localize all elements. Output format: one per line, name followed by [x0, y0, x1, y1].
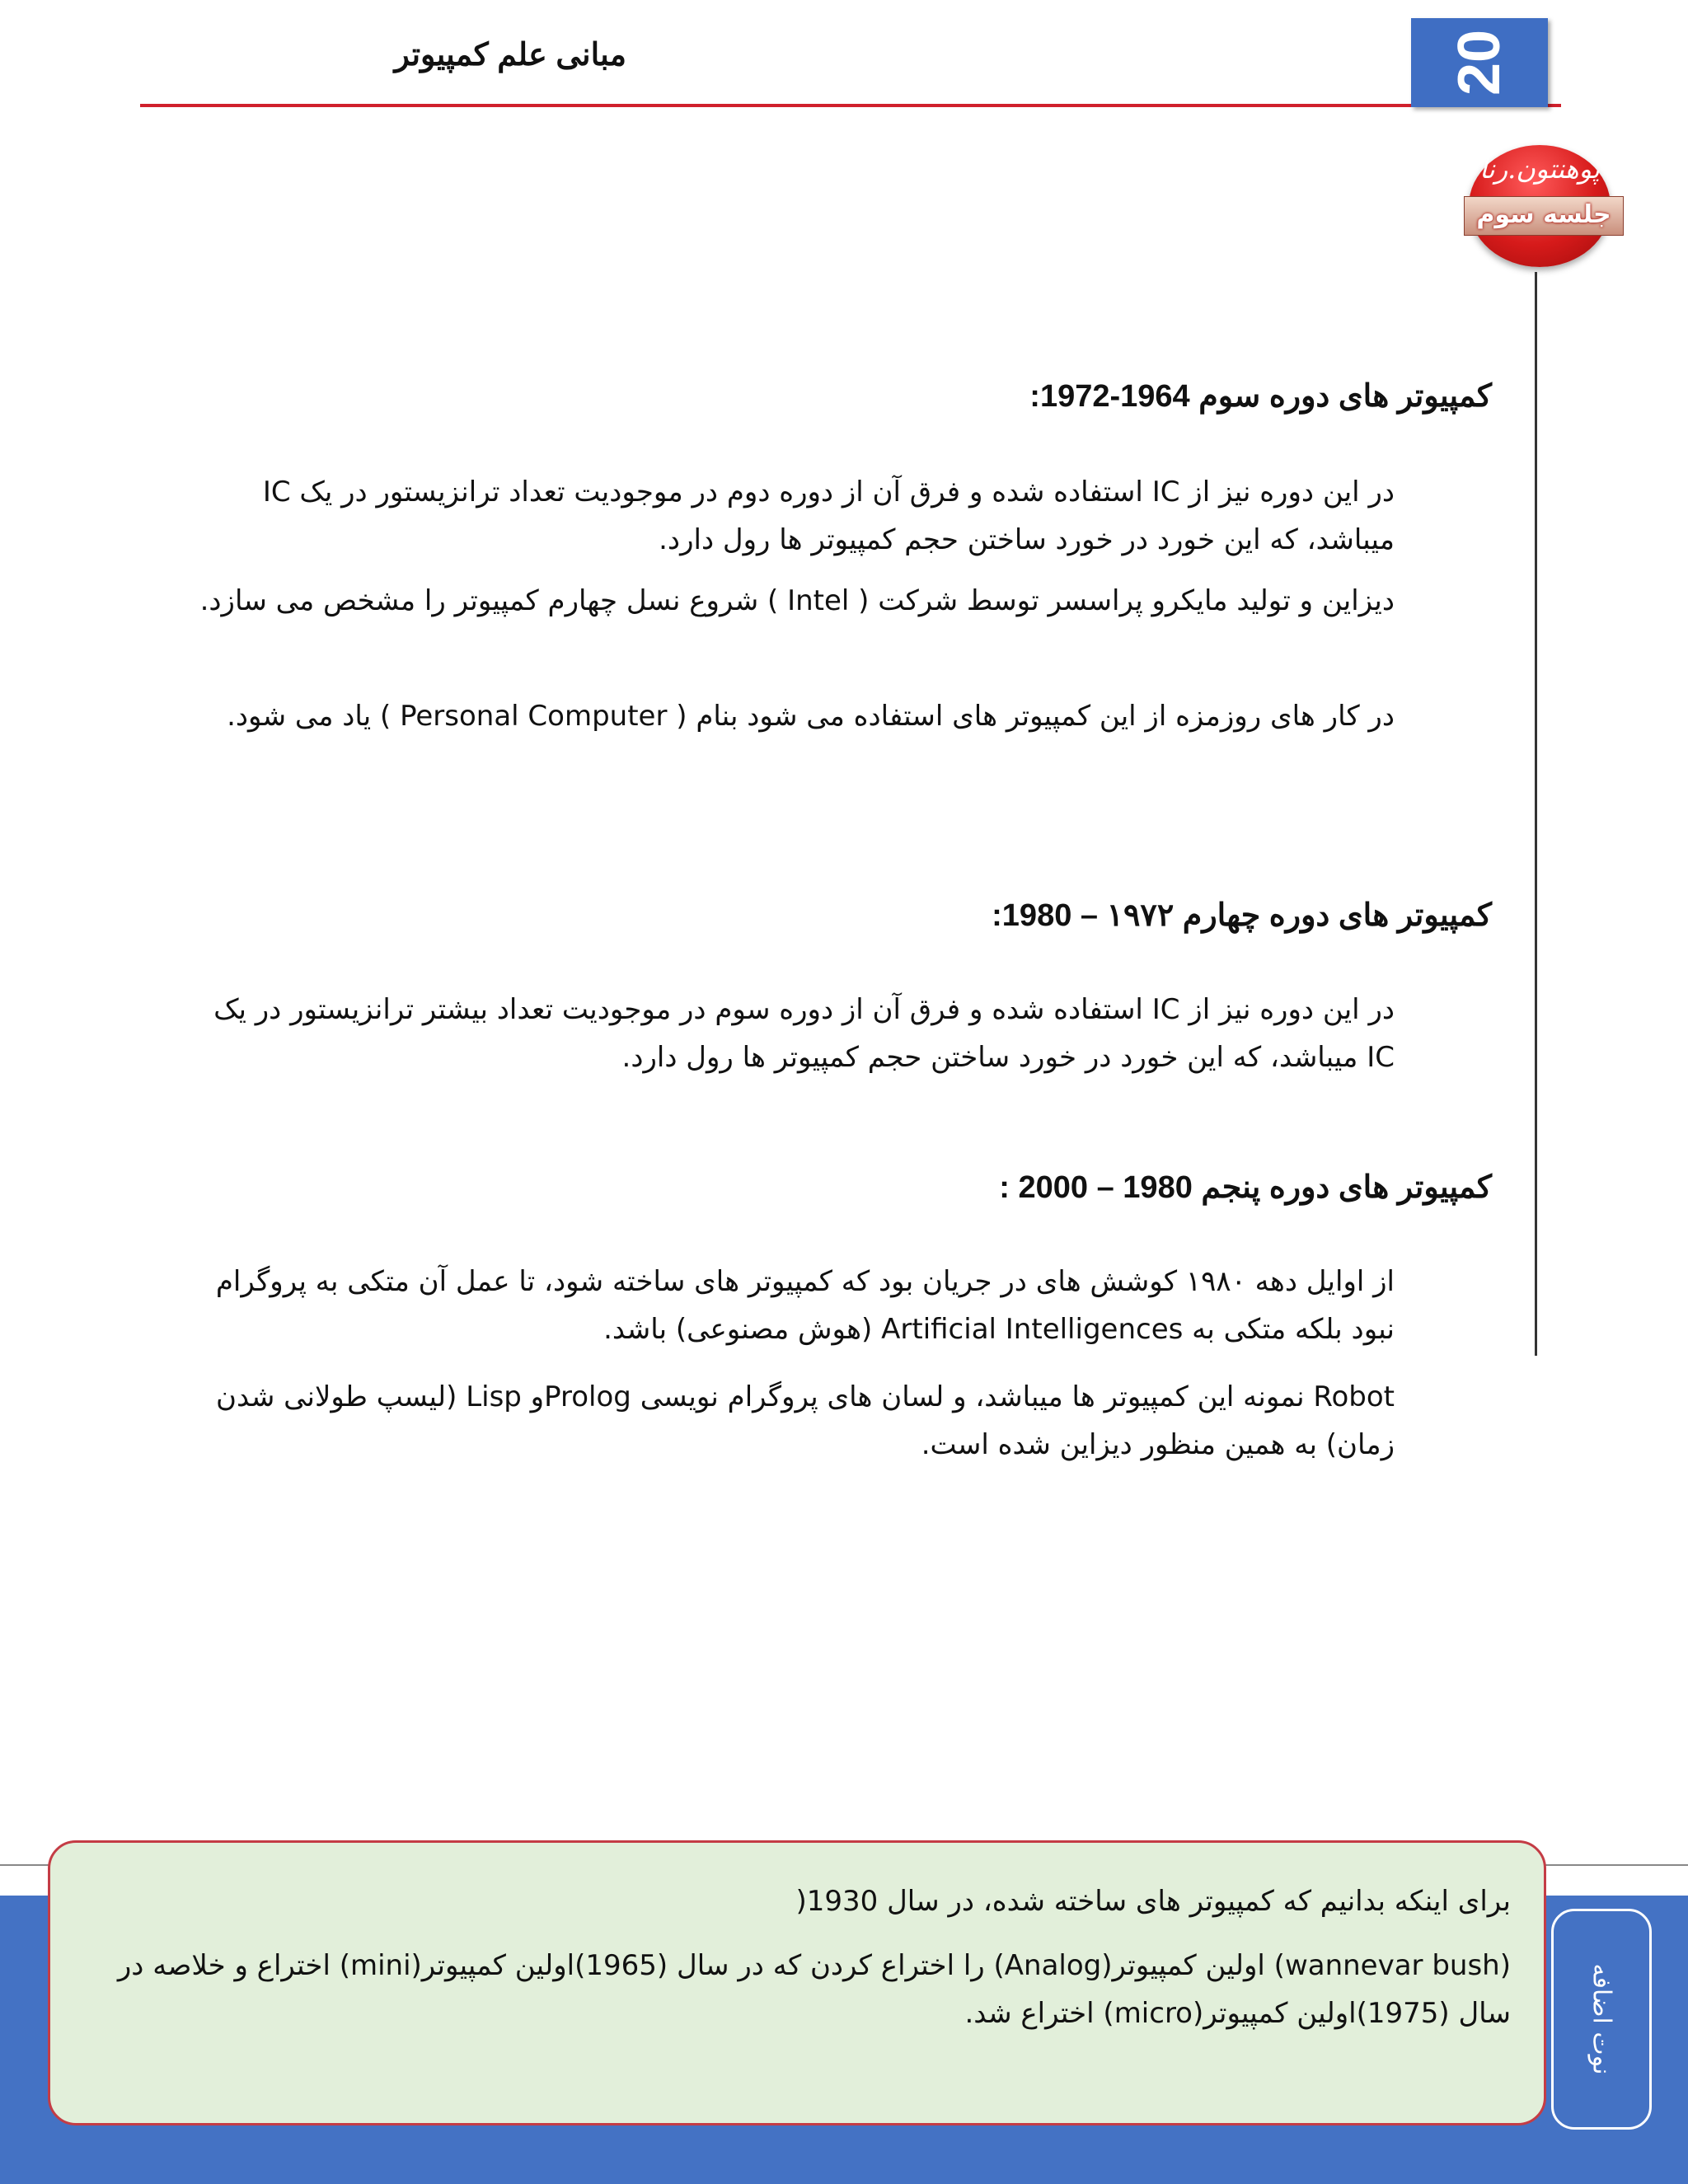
paragraph: در کار های روزمزه از این کمپیوتر های استفاده می شود بنام ( Personal Computer ) یاد می شود.: [227, 700, 1395, 733]
page-number-badge: [1411, 18, 1548, 107]
section-heading-fifth-generation: کمپیوتر های دوره پنجم 1980 – 2000 :: [999, 1170, 1492, 1205]
paragraph: Robot نمونه این کمپیوتر ها میباشد، و لسان های پروگرام نویسی Prologو Lisp (لیسپ طولانی شدن زمان) به همین منظور دیزاین شده است.: [216, 1380, 1395, 1461]
university-logo: [1469, 145, 1611, 267]
paragraph: دیزاین و تولید مایکرو پراسسر توسط شرکت ( Intel ) شروع نسل چهارم کمپیوتر را مشخص می سازد.: [199, 584, 1395, 617]
paragraph: از اوایل دهه ۱۹۸۰ کوشش های در جریان بود که کمپیوتر های ساخته شود، تا عمل آن متکی به پروگرام نبود بلکه متکی به Artificial Intelligences (هوش مصنوعی) باشد.: [215, 1265, 1395, 1346]
note-line: برای اینکه بدانیم که کمپیوتر های ساخته شده، در سال 1930(: [795, 1885, 1511, 1918]
logo-brand-text: پوهنتون.رنا: [1479, 153, 1600, 185]
document-title: مبانی علم کمپیوتر: [394, 38, 626, 73]
logo-session-text: جلسه سوم: [1476, 200, 1611, 229]
note-tab-label: نوت اضافه: [1587, 1963, 1616, 2075]
section-heading-fourth-generation: کمپیوتر های دوره چهارم ۱۹۷۲ – 1980:: [992, 898, 1492, 933]
section-heading-third-generation: کمپیوتر های دوره سوم 1964-1972:: [1029, 379, 1492, 414]
extra-note-tab: [1551, 1909, 1652, 2130]
margin-rule: [1535, 272, 1537, 1356]
paragraph: در این دوره نیز از IC استفاده شده و فرق آن از دوره دوم در موجودیت تعداد ترانزیستور در یک IC میباشد، که این خورد در خورد ساختن حجم کمپیوتر ها رول دارد.: [262, 476, 1395, 556]
paragraph: در این دوره نیز از IC استفاده شده و فرق آن از دوره سوم در موجودیت تعداد بیشتر ترانزیستور در یک IC میباشد، که این خورد در خورد ساختن حجم کمپیوتر ها رول دارد.: [213, 993, 1395, 1074]
header-divider: [140, 104, 1561, 107]
note-line: (wannevar bush) اولین کمپیوتر(Analog) را اختراع کردن که در سال (1965)اولین کمپیوتر(mini) اختراع و خلاصه در سال (1975)اولین کمپیوتر(micro) اختراع شد.: [117, 1949, 1511, 2030]
page-number: 20: [1447, 29, 1512, 96]
logo-ribbon: [1464, 196, 1624, 236]
extra-note-box: [48, 1840, 1546, 2125]
